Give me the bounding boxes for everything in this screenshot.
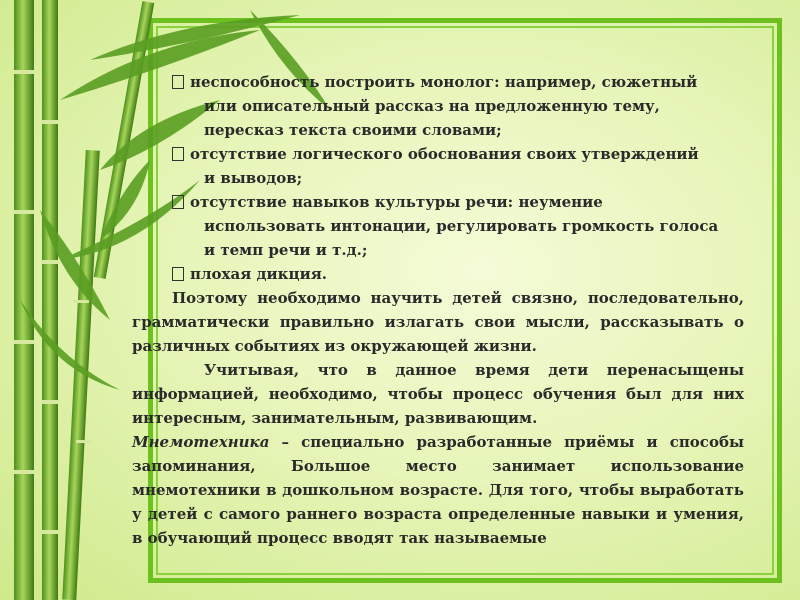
list-item <box>132 190 744 262</box>
list-item-line: и темп речи и т.д.; <box>204 241 368 259</box>
list-item-line: пересказ текста своими словами; <box>204 121 502 139</box>
list-item <box>132 262 744 286</box>
slide-text <box>132 70 744 550</box>
paragraph-3 <box>132 430 744 550</box>
list-item <box>132 142 744 190</box>
checkbox-bullet-icon <box>172 195 184 209</box>
checkbox-bullet-icon <box>172 267 184 281</box>
list-item-line: отсутствие навыков культуры речи: неумение <box>190 193 603 211</box>
list-item-line: использовать интонации, регулировать громкость голоса <box>204 217 719 235</box>
mnemonics-term: Мнемотехника <box>132 433 270 451</box>
paragraph-1: Поэтому необходимо научить детей связно, последовательно, грамматически правильно излагать свои мысли, рассказывать о различных событиях из окружающей жизни. <box>132 289 744 355</box>
list-item-line: плохая дикция. <box>190 265 327 283</box>
list-item-line: или описательный рассказ на предложенную тему, <box>204 97 660 115</box>
list-item-line: отсутствие логического обоснования своих утверждений <box>190 145 699 163</box>
problem-list <box>132 70 744 286</box>
paragraph-2: Учитывая, что в данное время дети перенасыщены информацией, необходимо, чтобы процесс обучения был для них интересным, занимательным, развивающим. <box>132 361 744 427</box>
list-item-line: и выводов; <box>204 169 303 187</box>
paragraph-3-text: – специально разработанные приёмы и способы запоминания, Большое место занимает использование мнемотехники в дошкольном возрасте. Для того, чтобы выработать у детей с самого раннего возраста определенные навыки и умения, в обучающий процесс вводят так называемые <box>132 433 744 547</box>
checkbox-bullet-icon <box>172 75 184 89</box>
checkbox-bullet-icon <box>172 147 184 161</box>
list-item <box>132 70 744 142</box>
list-item-line: неспособность построить монолог: например, сюжетный <box>190 73 698 91</box>
